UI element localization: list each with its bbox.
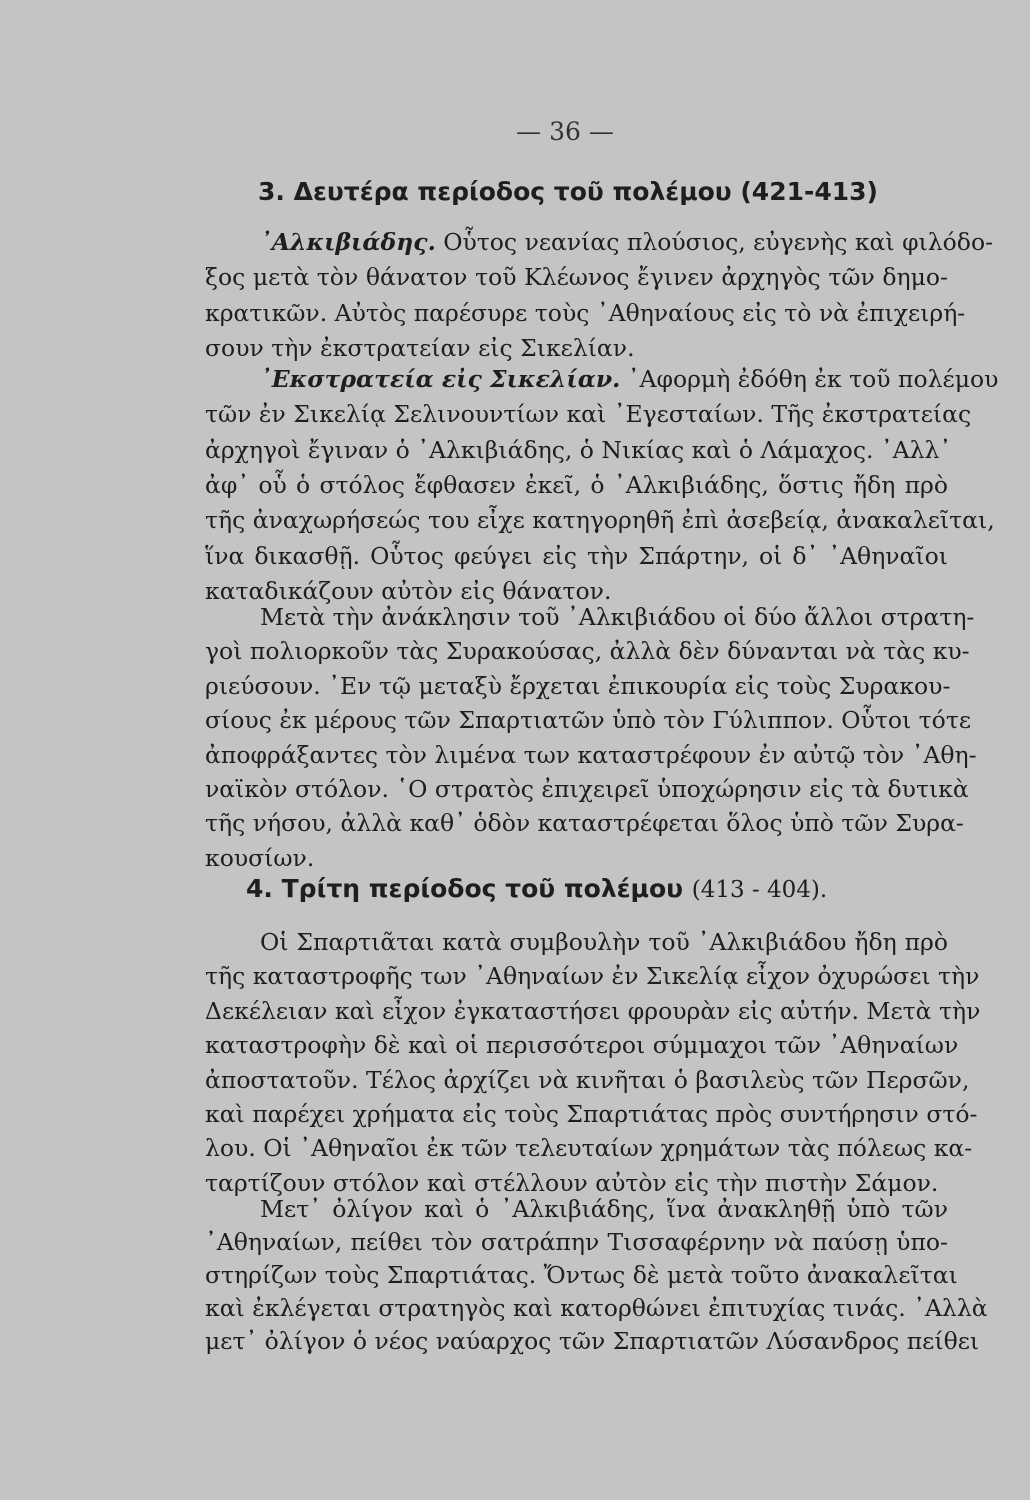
line-text: ᾿Αθηναίων, πείθει τὸν σατράπην Τισσαφέρνην νὰ παύσῃ ὑπο- [205,1228,948,1256]
line-text: ἀφ᾿ οὗ ὁ στόλος ἔφθασεν ἐκεῖ, ὁ ᾿Αλκιβιάδης, ὅστις ἤδη πρὸ [205,470,948,499]
text-line [205,996,981,1025]
line-text: γοὶ πολιορκοῦν τὰς Συρακούσας, ἀλλὰ δὲν δύνανται νὰ τὰς κυ- [205,637,970,666]
line-text: λου. Οἱ ᾿Αθηναῖοι ἐκ τῶν τελευταίων χρημάτων τὰς πόλεως κα- [205,1134,973,1163]
line-text: τῆς ἀναχωρήσεώς του εἶχε κατηγορηθῆ ἐπὶ ἀσεβείᾳ, ἀνακαλεῖται, [205,506,995,535]
text-line [260,228,994,256]
section-number: 4. [246,874,273,903]
line-text: καὶ παρέχει χρήματα εἰς τοὺς Σπαρτιάτας πρὸς συντήρησιν στό- [205,1100,978,1128]
line-text: ἵνα δικασθῇ. Οὗτος φεύγει εἰς τὴν Σπάρτην, οἱ δ᾿ ᾿Αθηναῖοι [205,541,948,570]
line-text: καταστροφὴν δὲ καὶ οἱ περισσότεροι σύμμαχοι τῶν ᾿Αθηναίων [205,1031,959,1060]
text-line [205,1294,988,1322]
line-text: τῆς νήσου, ἀλλὰ καθ᾿ ὁδὸν καταστρέφεται ὅλος ὑπὸ τῶν Συρα- [205,809,964,838]
line-text: τῆς καταστροφῆς των ᾿Αθηναίων ἐν Σικελίᾳ εἶχον ὀχυρώσει τὴν [205,962,980,991]
line-text: μετ᾿ ὀλίγον ὁ νέος ναύαρχος τῶν Σπαρτιατῶν Λύσανδρος πείθει [205,1327,980,1355]
section-title: Δευτέρα περίοδος τοῦ πολέμου [293,177,732,206]
text-line [205,400,972,429]
term-label: ᾿Εκστρατεία εἰς Σικελίαν. [260,365,621,393]
line-text: σουν τὴν ἐκστρατείαν εἰς Σικελίαν. [205,333,635,362]
page-number: — 36 — [516,117,614,146]
text-line [205,775,969,803]
line-text: Μετὰ τὴν ἀνάκλησιν τοῦ ᾿Αλκιβιάδου οἱ δύο ἄλλοι στρατη- [260,603,975,631]
text-line [205,435,952,464]
text-line [205,706,972,735]
line-text: Οἱ Σπαρτιᾶται κατὰ συμβουλὴν τοῦ ᾿Αλκιβιάδου ἤδη πρὸ [260,928,948,956]
line-text: ριεύσουν. ᾿Εν τῷ μεταξὺ ἔρχεται ἐπικουρία εἰς τοὺς Συρακου- [205,671,951,700]
term-label: ᾿Αλκιβιάδης. [260,228,436,256]
text-line [205,962,980,991]
line-text: ἀποστατοῦν. Τέλος ἀρχίζει νὰ κινῆται ὁ βασιλεὺς τῶν Περσῶν, [205,1065,970,1094]
line-text: στηρίζων τοὺς Σπαρτιάτας. Ὄντως δὲ μετὰ τοῦτο ἀνακαλεῖται [205,1261,958,1289]
text-line [205,1031,959,1060]
text-line [205,506,995,535]
text-line [205,844,948,872]
text-line [205,1327,980,1355]
line-text: ξος μετὰ τὸν θάνατον τοῦ Κλέωνος ἔγινεν ἀρχηγὸς τῶν δημο- [205,263,948,292]
line-text: κρατικῶν. Αὐτὸς παρέσυρε τοὺς ᾿Αθηναίους εἰς τὸ νὰ ἐπιχειρή- [205,298,966,327]
section-years: (421-413) [740,177,878,206]
section-heading-4 [246,874,827,903]
text-line [205,471,948,499]
text-line [205,740,977,769]
text-line [205,1169,948,1197]
text-line [205,1261,958,1289]
text-line [260,603,975,631]
line-text: Μετ᾿ ὀλίγον καὶ ὁ ᾿Αλκιβιάδης, ἵνα ἀνακληθῇ ὑπὸ τῶν [260,1195,948,1223]
text-line [205,263,948,291]
text-line [205,671,951,700]
text-line [260,1195,948,1223]
section-years: (413 - 404). [691,877,828,903]
line-text: Οὗτος νεανίας πλούσιος, εὐγενὴς καὶ φιλόδο- [435,228,994,256]
line-text: ναϊκὸν στόλον. ῾Ο στρατὸς ἐπιχειρεῖ ὑποχώρησιν εἰς τὰ δυτικὰ [205,775,969,803]
line-text: ταρτίζουν στόλον καὶ στέλλουν αὐτὸν εἰς τὴν πιστὴν Σάμον. [205,1168,939,1197]
line-text: καταδικάζουν αὐτὸν εἰς θάνατον. [205,576,612,605]
section-heading-3 [258,177,878,206]
text-line [205,542,948,570]
text-line [205,1065,970,1094]
text-line [205,1228,948,1256]
line-text: κουσίων. [205,843,315,872]
text-line [205,637,970,666]
line-text: καὶ ἐκλέγεται στρατηγὸς καὶ κατορθώνει ἐπιτυχίας τινάς. ᾿Αλλὰ [205,1294,988,1322]
line-text: Δεκέλειαν καὶ εἶχον ἐγκαταστήσει φρουρὰν εἰς αὐτήν. Μετὰ τὴν [205,996,981,1025]
text-line [205,577,948,605]
text-line [205,298,966,327]
section-title: Τρίτη περίοδος τοῦ πολέμου [281,874,684,903]
text-line [205,1100,978,1128]
line-text: ἀποφράξαντες τὸν λιμένα των καταστρέφουν ἐν αὐτῷ τὸν ᾿Αθη- [205,740,977,769]
line-text: ᾿Αφορμὴ ἐδόθη ἐκ τοῦ πολέμου [620,365,999,393]
text-line [205,1134,973,1163]
text-line [260,928,948,956]
section-number: 3. [258,177,285,206]
line-text: σίους ἐκ μέρους τῶν Σπαρτιατῶν ὑπὸ τὸν Γύλιππον. Οὗτοι τότε [205,706,972,735]
text-line [260,365,999,393]
line-text: ἀρχηγοὶ ἔγιναν ὁ ᾿Αλκιβιάδης, ὁ Νικίας καὶ ὁ Λάμαχος. ᾿Αλλ᾿ [205,435,952,464]
line-text: τῶν ἐν Σικελίᾳ Σελινουντίων καὶ ᾿Εγεσταίων. Τῆς ἐκστρατείας [205,400,972,429]
text-line [205,809,964,838]
text-line [205,334,948,362]
